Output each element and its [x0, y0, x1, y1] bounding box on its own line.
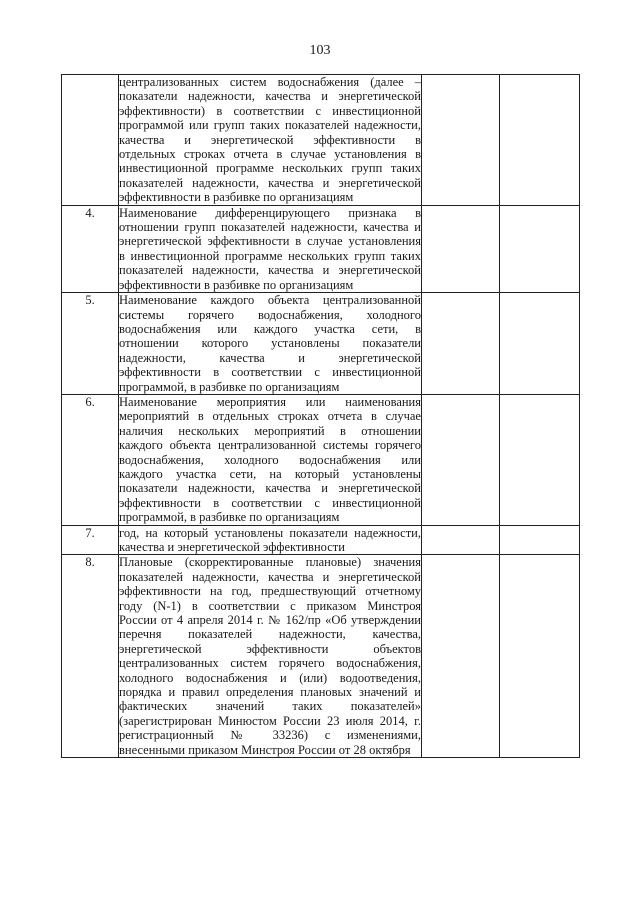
description-line: наличия нескольких мероприятий в отношении [119, 423, 421, 438]
description-line: Наименование каждого объекта централизованной [119, 293, 421, 308]
empty-cell [422, 293, 500, 395]
empty-cell [500, 394, 580, 525]
empty-cell [422, 525, 500, 555]
description-line: эффективности в соответствии с инвестиционной [119, 495, 421, 510]
description-line: программой или групп таких показателей надежности, [119, 118, 421, 133]
description-line: показателей надежности, качества и энергетической [119, 569, 421, 584]
description-line: год, на который установлены показатели надежности, [119, 525, 421, 540]
row-number: 4. [62, 205, 119, 292]
table-row [62, 293, 580, 395]
description-line: каждого объекта централизованной системы горячего [119, 438, 421, 453]
description-line: перечня показателей надежности, качества, [119, 627, 421, 642]
description-line: Плановые (скорректированные плановые) значения [119, 555, 421, 570]
table-row [62, 555, 580, 758]
row-description [119, 394, 422, 525]
row-number: 5. [62, 293, 119, 395]
table-row [62, 394, 580, 525]
description-line: централизованных систем горячего водоснабжения, [119, 656, 421, 671]
description-line: показатели надежности, качества и энергетической [119, 481, 421, 496]
description-line: энергетической эффективности объектов [119, 641, 421, 656]
description-line: водоснабжения или каждого участка сети, в [119, 321, 421, 336]
page-number: 103 [309, 43, 331, 58]
row-description [119, 205, 422, 292]
description-line: отношении групп показателей надежности, качества и [119, 220, 421, 235]
description-line: Наименование мероприятия или наименования [119, 394, 421, 409]
description-line: показателей надежности, качества и энергетической [119, 175, 421, 190]
requirements-table [61, 74, 580, 758]
description-line: регистрационный № 33236) с изменениями, [119, 728, 421, 743]
row-number: 7. [62, 525, 119, 555]
description-line: программой, в разбивке по организациям [119, 379, 340, 394]
description-line: фактических значений таких показателей» [119, 699, 421, 714]
description-line: в инвестиционной программе нескольких групп таких [119, 248, 421, 263]
description-line: Наименование дифференцирующего признака в [119, 205, 421, 220]
description-line: эффективности) в соответствии с инвестиционной [119, 103, 421, 118]
description-line: (зарегистрирован Минюстом России 23 июля 2014, г. [119, 713, 421, 728]
table-body [62, 75, 580, 758]
row-description [119, 525, 422, 555]
description-line: России от 4 апреля 2014 г. № 162/пр «Об утверждении [119, 613, 421, 628]
empty-cell [500, 555, 580, 758]
description-line: энергетической эффективности в случае установления [119, 234, 421, 249]
description-line: каждого участка сети, на который установлены [119, 466, 421, 481]
table-row [62, 75, 580, 206]
row-description [119, 75, 422, 206]
description-line: водоснабжения, холодного водоснабжения или [119, 452, 421, 467]
row-number [62, 75, 119, 206]
description-line: эффективности на год, предшествующий отчетному [119, 584, 421, 599]
description-line: системы горячего водоснабжения, холодного [119, 307, 421, 322]
empty-cell [500, 293, 580, 395]
description-line: году (N-1) в соответствии с приказом Минстроя [119, 598, 421, 613]
description-line: инвестиционной программе нескольких групп таких [119, 161, 421, 176]
description-line: показателей надежности, качества и энергетической [119, 263, 421, 278]
description-line: холодного водоснабжения и (или) водоотведения, [119, 670, 421, 685]
description-line: качества и энергетической эффективности в [119, 132, 421, 147]
description-line: централизованных систем водоснабжения (далее – [119, 75, 421, 89]
description-line: показатели надежности, качества и энергетической [119, 89, 421, 104]
description-line: надежности, качества и энергетической [119, 350, 421, 365]
description-line: эффективности в разбивке по организациям [119, 190, 354, 205]
description-line: эффективности в разбивке по организациям [119, 277, 354, 292]
empty-cell [500, 525, 580, 555]
description-line: эффективности в соответствии с инвестиционной [119, 365, 421, 380]
description-line: мероприятий в отдельных строках отчета в случае [119, 409, 421, 424]
description-line: порядка и правил определения плановых значений и [119, 685, 421, 700]
row-number: 8. [62, 555, 119, 758]
description-line: внесенными приказом Минстроя России от 28 октября [119, 742, 411, 757]
row-description [119, 293, 422, 395]
description-line: отношении которого установлены показатели [119, 336, 421, 351]
empty-cell [422, 394, 500, 525]
empty-cell [500, 205, 580, 292]
table-row [62, 525, 580, 555]
empty-cell [422, 75, 500, 206]
description-line: качества и энергетической эффективности [119, 540, 345, 554]
empty-cell [500, 75, 580, 206]
description-line: отдельных строках отчета в случае установления в [119, 147, 421, 162]
description-line: программой, в разбивке по организациям [119, 510, 340, 525]
row-number: 6. [62, 394, 119, 525]
empty-cell [422, 205, 500, 292]
empty-cell [422, 555, 500, 758]
table-row [62, 205, 580, 292]
row-description [119, 555, 422, 758]
